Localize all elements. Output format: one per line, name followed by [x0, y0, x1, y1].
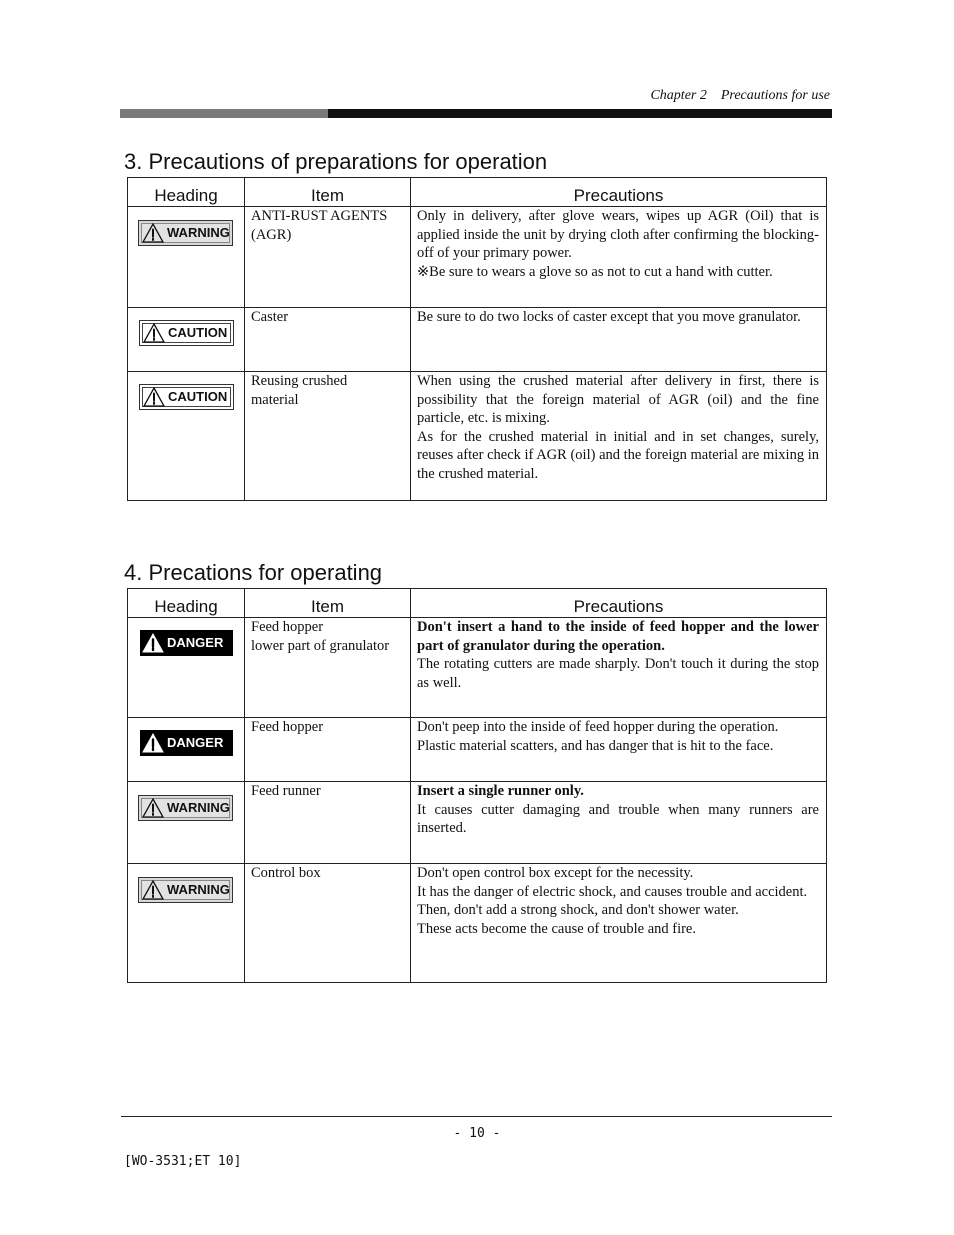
- header-chapter: Chapter 2: [650, 88, 707, 103]
- document-code: [WO-3531;ET 10]: [124, 1154, 242, 1169]
- heading-cell: [128, 618, 245, 718]
- section3-title: 3. Precautions of preparations for operation: [124, 149, 548, 174]
- table-header-row: [128, 178, 827, 207]
- caution-badge: [139, 320, 234, 346]
- table-header-row: [128, 589, 827, 618]
- section3-table: [127, 177, 827, 501]
- column-header-item: Item: [245, 589, 411, 618]
- heading-cell: [128, 782, 245, 864]
- column-header-item: Item: [245, 178, 411, 207]
- footer-rule: [121, 1116, 832, 1117]
- precaution-text: Don't insert a hand to the inside of feed hopper and the lower part of granulator during the operation.: [417, 619, 819, 654]
- precaution-text: When using the crushed material after delivery in first, there is possibility that the foreign material of AGR (oil) and the fine particle, etc. is mixing.: [417, 373, 819, 426]
- table-row: [128, 207, 827, 308]
- item-text: Reusing crushed: [251, 373, 348, 389]
- precaution-text: Don't peep into the inside of feed hopper during the operation.: [417, 719, 779, 735]
- item-cell: [245, 618, 411, 718]
- item-cell: [245, 207, 411, 308]
- precaution-text: ※Be sure to wears a glove so as not to cut a hand with cutter.: [417, 263, 773, 280]
- heading-cell: [128, 864, 245, 983]
- badge-label: DANGER: [167, 734, 224, 750]
- item-text: Feed runner: [251, 783, 321, 799]
- danger-triangle-icon: [142, 633, 164, 653]
- danger-badge: [140, 630, 233, 656]
- badge-label: CAUTION: [168, 324, 228, 340]
- table-row: [128, 718, 827, 782]
- precaution-text: Don't open control box except for the necessity.: [417, 865, 694, 881]
- precaution-text: It has the danger of electric shock, and causes trouble and accident.: [417, 883, 808, 900]
- heading-cell: [128, 308, 245, 372]
- precautions-cell: [411, 372, 827, 501]
- item-text: Caster: [251, 309, 289, 325]
- running-header: [650, 88, 830, 104]
- item-text: Feed hopper: [251, 619, 324, 635]
- section4-title: 4. Precations for operating: [124, 560, 383, 585]
- section4-table: [127, 588, 827, 983]
- badge-label: WARNING: [167, 881, 230, 897]
- item-cell: [245, 718, 411, 782]
- danger-badge: [140, 730, 233, 756]
- warning-triangle-icon: [143, 323, 165, 343]
- warning-triangle-icon: [142, 223, 164, 243]
- table-row: [128, 308, 827, 372]
- heading-cell: [128, 207, 245, 308]
- precautions-cell: [411, 864, 827, 983]
- item-cell: [245, 308, 411, 372]
- precautions-cell: [411, 308, 827, 372]
- item-cell: [245, 782, 411, 864]
- item-text: ANTI-RUST AGENTS (AGR): [251, 208, 388, 243]
- column-header-precautions: Precautions: [411, 589, 827, 618]
- precaution-text: Insert a single runner only.: [417, 783, 584, 799]
- item-text: material: [251, 391, 299, 408]
- warning-triangle-icon: [142, 798, 164, 818]
- header-section: Precautions for use: [720, 88, 830, 103]
- header-bar: [120, 109, 832, 118]
- precaution-text: As for the crushed material in initial and in set changes, surely, reuses after check if AGR (oil) and the foreign material are mixing in the crushed material.: [417, 428, 819, 482]
- badge-label: WARNING: [167, 799, 230, 815]
- table-row: [128, 782, 827, 864]
- precaution-text: Then, don't add a strong shock, and don't shower water.: [417, 902, 739, 918]
- header-bar-grey: [120, 109, 328, 118]
- precaution-text: Plastic material scatters, and has danger that is hit to the face.: [417, 737, 774, 754]
- precautions-cell: [411, 207, 827, 308]
- column-header-heading: Heading: [128, 589, 245, 618]
- precaution-text: Be sure to do two locks of caster except that you move granulator.: [417, 309, 801, 325]
- header-bar-black: [328, 109, 832, 118]
- warning-badge: [138, 877, 233, 903]
- page-number: - 10 -: [453, 1126, 501, 1141]
- item-text: lower part of granulator: [251, 637, 390, 654]
- item-text: Feed hopper: [251, 719, 324, 735]
- column-header-precautions: Precautions: [411, 178, 827, 207]
- heading-cell: [128, 718, 245, 782]
- item-cell: [245, 372, 411, 501]
- item-text: Control box: [251, 865, 321, 881]
- table-row: [128, 372, 827, 501]
- heading-cell: [128, 372, 245, 501]
- precautions-cell: [411, 782, 827, 864]
- warning-triangle-icon: [143, 387, 165, 407]
- badge-label: WARNING: [167, 224, 230, 240]
- precaution-text: These acts become the cause of trouble and fire.: [417, 920, 696, 937]
- precautions-cell: [411, 618, 827, 718]
- table-row: [128, 618, 827, 718]
- warning-triangle-icon: [142, 880, 164, 900]
- precaution-text: The rotating cutters are made sharply. Don't touch it during the stop as well.: [417, 656, 819, 691]
- warning-badge: [138, 795, 233, 821]
- precautions-cell: [411, 718, 827, 782]
- badge-label: DANGER: [167, 634, 224, 650]
- column-header-heading: Heading: [128, 178, 245, 207]
- table-row: [128, 864, 827, 983]
- precaution-text: Only in delivery, after glove wears, wipes up AGR (Oil) that is applied inside the unit by drying cloth after confirming the blocking-off of your primary power.: [417, 208, 819, 261]
- item-cell: [245, 864, 411, 983]
- warning-badge: [138, 220, 233, 246]
- danger-triangle-icon: [142, 733, 164, 753]
- badge-label: CAUTION: [168, 388, 228, 404]
- caution-badge: [139, 384, 234, 410]
- precaution-text: It causes cutter damaging and trouble when many runners are inserted.: [417, 801, 819, 836]
